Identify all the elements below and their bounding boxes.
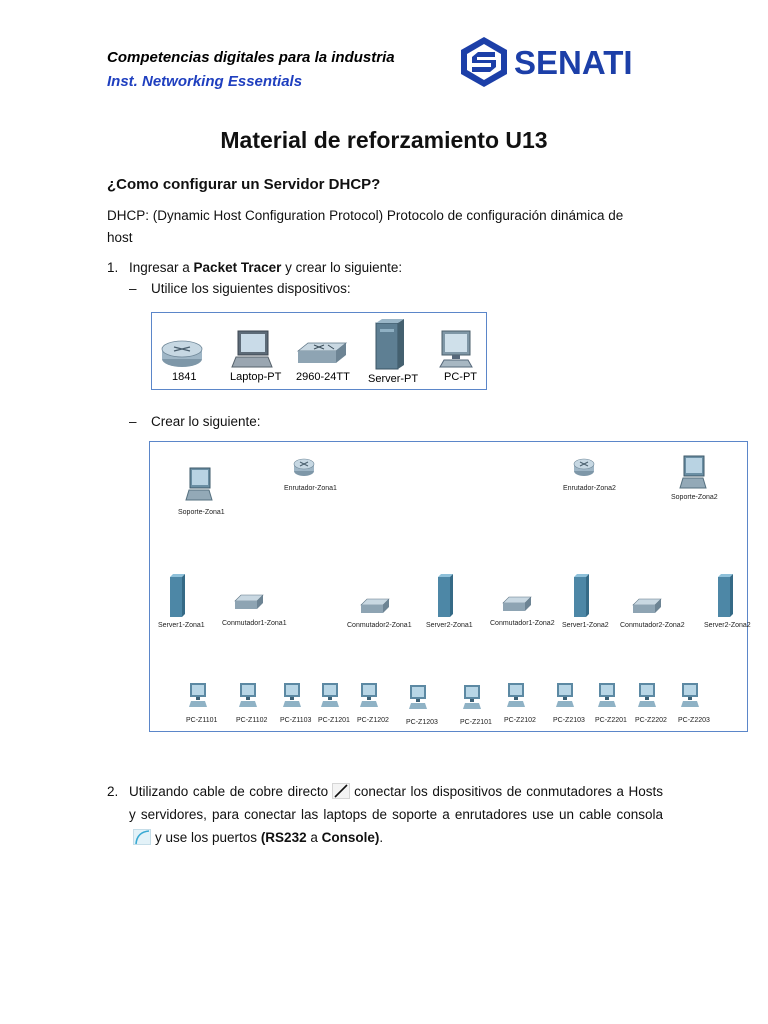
device-label: Server-PT <box>368 373 419 385</box>
laptop-icon <box>228 329 274 369</box>
pc-icon <box>238 682 258 708</box>
step-2-number: 2. <box>107 784 119 799</box>
node-label: PC-Z1103 <box>280 717 312 724</box>
console-cable-icon <box>133 829 151 845</box>
pc-icon <box>282 682 302 708</box>
node-label: Conmutador1-Zona2 <box>490 620 555 627</box>
laptop-icon <box>184 466 214 502</box>
step-1-sub-1 <box>129 278 351 300</box>
sub-2-text: Crear lo siguiente: <box>151 414 261 429</box>
step-2-text-mid: a <box>306 830 322 845</box>
node-label: PC-Z1202 <box>357 717 389 724</box>
section-heading: ¿Como configurar un Servidor DHCP? <box>107 176 381 193</box>
header-course-title: Competencias digitales para la industria <box>107 49 395 66</box>
step-2-body <box>129 780 663 849</box>
pc-icon <box>555 682 575 708</box>
step-1-text-pre: Ingresar a <box>129 260 194 275</box>
device-label: Laptop-PT <box>230 371 282 383</box>
intro-paragraph: DHCP: (Dynamic Host Configuration Protocol) Protocolo de configuración dinámica de host <box>107 208 624 245</box>
pc-icon <box>597 682 617 708</box>
straight-copper-cable-icon <box>332 783 350 799</box>
node-label: Conmutador1-Zona1 <box>222 620 287 627</box>
pc-icon <box>408 684 428 710</box>
pc-icon <box>680 682 700 708</box>
node-label: Conmutador2-Zona1 <box>347 622 412 629</box>
step-2-text-end: . <box>379 830 384 845</box>
node-label: PC-Z2203 <box>678 717 710 724</box>
page-title: Material de reforzamiento U13 <box>220 127 548 153</box>
switch-icon <box>502 596 532 614</box>
step-2-bold-2: Console) <box>321 830 380 845</box>
router-icon <box>292 456 316 478</box>
step-1-text-post: y crear lo siguiente: <box>281 260 403 275</box>
node-label: PC-Z1203 <box>406 719 438 726</box>
device-label: 2960-24TT <box>296 371 350 383</box>
sub-1-text: Utilice los siguientes dispositivos: <box>151 281 351 296</box>
server-icon <box>572 574 590 618</box>
node-label: PC-Z2101 <box>460 719 492 726</box>
node-label: PC-Z2102 <box>504 717 536 724</box>
node-label: PC-Z2201 <box>595 717 627 724</box>
step-2-text-1: Utilizando cable de cobre directo <box>129 784 329 799</box>
node-label: Conmutador2-Zona2 <box>620 622 685 629</box>
topology-figure <box>149 441 751 732</box>
node-label: Soporte-Zona1 <box>178 509 225 516</box>
step-1-number: 1. <box>107 260 119 275</box>
node-label: PC-Z1201 <box>318 717 350 724</box>
laptop-icon <box>678 454 708 490</box>
switch-icon <box>234 594 264 612</box>
server-icon <box>716 574 734 618</box>
step-2-bold-1: (RS232 <box>260 830 307 845</box>
pc-icon <box>506 682 526 708</box>
devices-figure <box>151 312 487 390</box>
pc-icon <box>320 682 340 708</box>
pc-icon <box>637 682 657 708</box>
switch-icon <box>360 598 390 616</box>
node-label: Server2-Zona2 <box>704 622 751 629</box>
pc-icon <box>462 684 482 710</box>
node-label: PC-Z1102 <box>236 717 268 724</box>
switch-icon <box>632 598 662 616</box>
device-label: 1841 <box>172 371 197 383</box>
senati-logo <box>458 36 648 88</box>
node-label: PC-Z1101 <box>186 717 218 724</box>
step-1-sub-2 <box>129 411 261 433</box>
switch-icon <box>296 341 348 367</box>
router-icon <box>572 456 596 478</box>
node-label: Server1-Zona2 <box>562 622 609 629</box>
node-label: Soporte-Zona2 <box>671 494 718 501</box>
header-course-subtitle: Inst. Networking Essentials <box>107 73 303 90</box>
router-icon <box>160 337 204 369</box>
dash-bullet: – <box>129 281 137 296</box>
node-label: Enrutador-Zona2 <box>563 485 616 492</box>
step-2-text-2: conectar los dispositivos de conmutadores a Hosts y servidores, para conectar las laptops de soporte a enrutadores use un cable consola <box>129 784 663 822</box>
server-icon <box>372 319 406 371</box>
logo-text: SENATI <box>514 44 633 81</box>
step-1-text-bold: Packet Tracer <box>193 260 282 275</box>
node-label: Enrutador-Zona1 <box>284 485 337 492</box>
device-label: PC-PT <box>444 371 477 383</box>
node-label: PC-Z2103 <box>553 717 585 724</box>
node-label: Server1-Zona1 <box>158 622 205 629</box>
step-2 <box>107 780 663 849</box>
step-1 <box>107 257 402 279</box>
dash-bullet: – <box>129 414 137 429</box>
pc-icon <box>188 682 208 708</box>
pc-icon <box>438 329 478 369</box>
step-2-text-3: y use los puertos <box>155 830 261 845</box>
node-label: Server2-Zona1 <box>426 622 473 629</box>
node-label: PC-Z2202 <box>635 717 667 724</box>
server-icon <box>168 574 186 618</box>
pc-icon <box>359 682 379 708</box>
server-icon <box>436 574 454 618</box>
